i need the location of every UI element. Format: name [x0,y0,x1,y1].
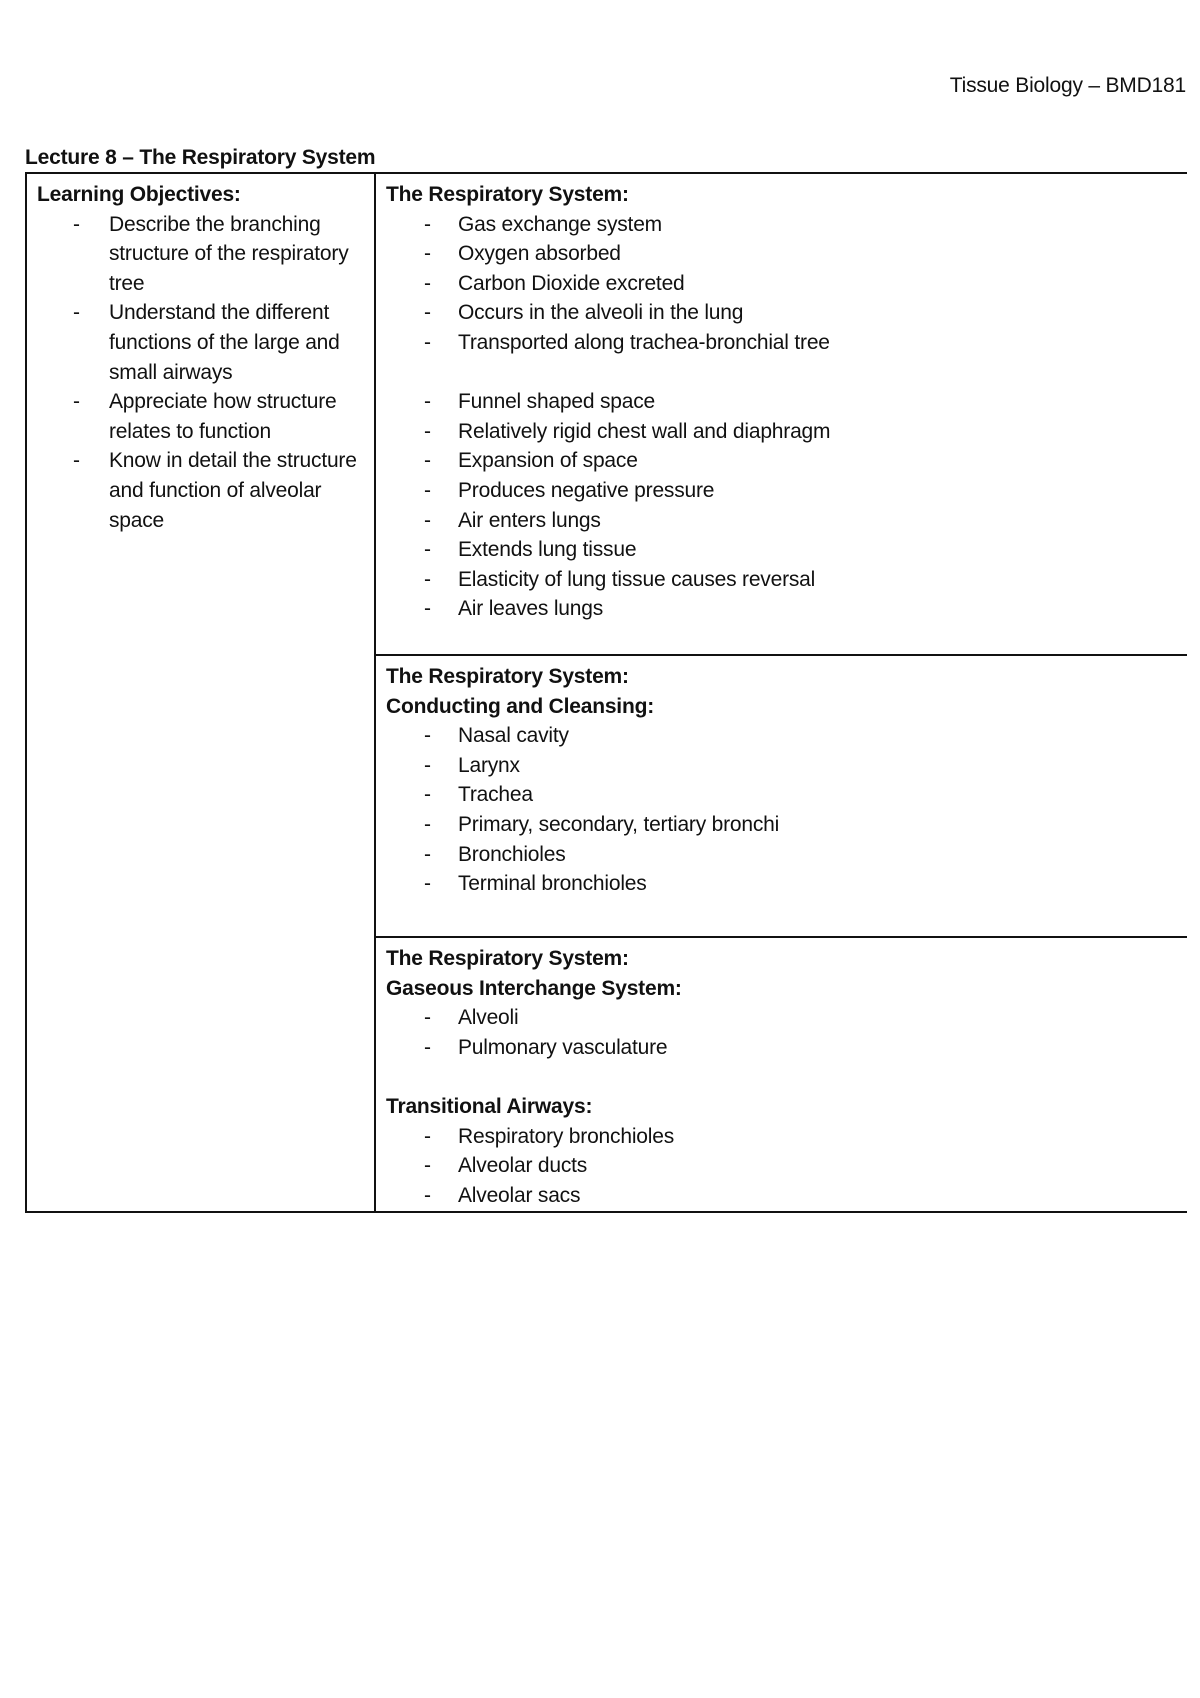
page-header-course: Tissue Biology – BMD181 [949,74,1186,97]
learning-objectives-column [27,174,376,1211]
notes-column [376,174,1187,1211]
dash-bullet: - [424,242,431,266]
dash-bullet: - [424,783,431,807]
cornell-notes-table [25,172,1187,1213]
dash-bullet: - [424,419,431,443]
dash-bullet: - [73,390,80,414]
list-item-text: Alveolar ducts [458,1154,588,1178]
list-item [386,476,1179,506]
list-item [386,298,1179,328]
conducting-list [386,721,1179,899]
list-item [386,506,1179,536]
list-item [386,1181,1179,1211]
list-item-text: Elasticity of lung tissue causes reversal [458,567,816,591]
list-item-text: Primary, secondary, tertiary bronchi [458,812,780,836]
list-item [386,239,1179,269]
list-item [386,328,1179,358]
dash-bullet: - [424,390,431,414]
list-item [386,751,1179,781]
dash-bullet: - [424,212,431,236]
dash-bullet: - [424,842,431,866]
list-item [386,594,1179,624]
list-item [386,417,1179,447]
dash-bullet: - [424,872,431,896]
list-item-text: Bronchioles [458,842,566,866]
list-item-text: Air enters lungs [458,508,601,532]
list-item-text: Know in detail the structure and function of alveolar space [109,449,357,532]
learning-objectives-heading: Learning Objectives: [37,183,241,206]
list-item-text: Air leaves lungs [458,597,604,621]
conducting-subheading: Conducting and Cleansing: [386,694,654,718]
list-item [37,210,366,299]
dash-bullet: - [424,567,431,591]
list-item [386,269,1179,299]
dash-bullet: - [424,301,431,325]
transitional-list [386,1122,1179,1211]
dash-bullet: - [424,1035,431,1059]
overview-list-b [386,387,1179,624]
list-item [386,535,1179,565]
conducting-cell [376,656,1187,938]
list-item-text: Oxygen absorbed [458,242,621,266]
dash-bullet: - [424,724,431,748]
list-item-text: Alveoli [458,1006,519,1030]
list-item-text: Respiratory bronchioles [458,1124,675,1148]
dash-bullet: - [424,1006,431,1030]
dash-bullet: - [424,449,431,473]
list-item-text: Pulmonary vasculature [458,1035,668,1059]
list-item-text: Trachea [458,783,533,807]
list-item [386,210,1179,240]
overview-heading: The Respiratory System: [386,183,629,206]
list-item [37,446,366,535]
list-item-text: Produces negative pressure [458,478,715,502]
dash-bullet: - [424,508,431,532]
dash-bullet: - [424,538,431,562]
list-item [37,298,366,387]
dash-bullet: - [424,478,431,502]
dash-bullet: - [424,1183,431,1207]
dash-bullet: - [424,271,431,295]
list-item-text: Describe the branching structure of the respiratory tree [109,212,349,295]
list-item [386,446,1179,476]
document-title: Lecture 8 – The Respiratory System [25,146,376,169]
list-item-text: Nasal cavity [458,724,569,748]
list-item [386,721,1179,751]
gaseous-list [386,1003,1179,1062]
dash-bullet: - [73,212,80,236]
list-item [386,869,1179,899]
list-gap [386,1062,1179,1092]
overview-cell [376,174,1187,656]
list-item [386,1122,1179,1152]
transitional-heading: Transitional Airways: [386,1094,593,1118]
dash-bullet: - [73,449,80,473]
list-item [386,387,1179,417]
list-item-text: Expansion of space [458,449,638,473]
list-item-text: Extends lung tissue [458,538,637,562]
list-item-text: Transported along trachea-bronchial tree [458,330,830,354]
list-item-text: Carbon Dioxide excreted [458,271,685,295]
dash-bullet: - [424,1154,431,1178]
list-item-text: Occurs in the alveoli in the lung [458,301,744,325]
dash-bullet: - [73,301,80,325]
dash-bullet: - [424,812,431,836]
list-item [37,387,366,446]
list-item [386,780,1179,810]
gaseous-cell [376,938,1187,1213]
gaseous-heading: The Respiratory System: [386,947,629,970]
gaseous-subheading: Gaseous Interchange System: [386,976,682,1000]
list-item [386,840,1179,870]
list-item [386,810,1179,840]
list-item [386,1033,1179,1063]
list-item-text: Larynx [458,753,520,777]
list-item-text: Alveolar sacs [458,1183,581,1207]
list-item-text: Funnel shaped space [458,390,656,414]
dash-bullet: - [424,597,431,621]
learning-objectives-list [37,210,366,536]
list-item [386,1003,1179,1033]
list-item [386,565,1179,595]
list-item-text: Appreciate how structure relates to function [109,390,337,443]
dash-bullet: - [424,1124,431,1148]
list-item [386,1151,1179,1181]
list-gap [386,358,1179,388]
list-item-text: Gas exchange system [458,212,662,236]
overview-list-a [386,210,1179,358]
list-item-text: Relatively rigid chest wall and diaphragm [458,419,831,443]
list-item-text: Terminal bronchioles [458,872,647,896]
conducting-heading: The Respiratory System: [386,665,629,688]
list-item-text: Understand the different functions of the large and small airways [109,301,340,384]
dash-bullet: - [424,753,431,777]
dash-bullet: - [424,330,431,354]
